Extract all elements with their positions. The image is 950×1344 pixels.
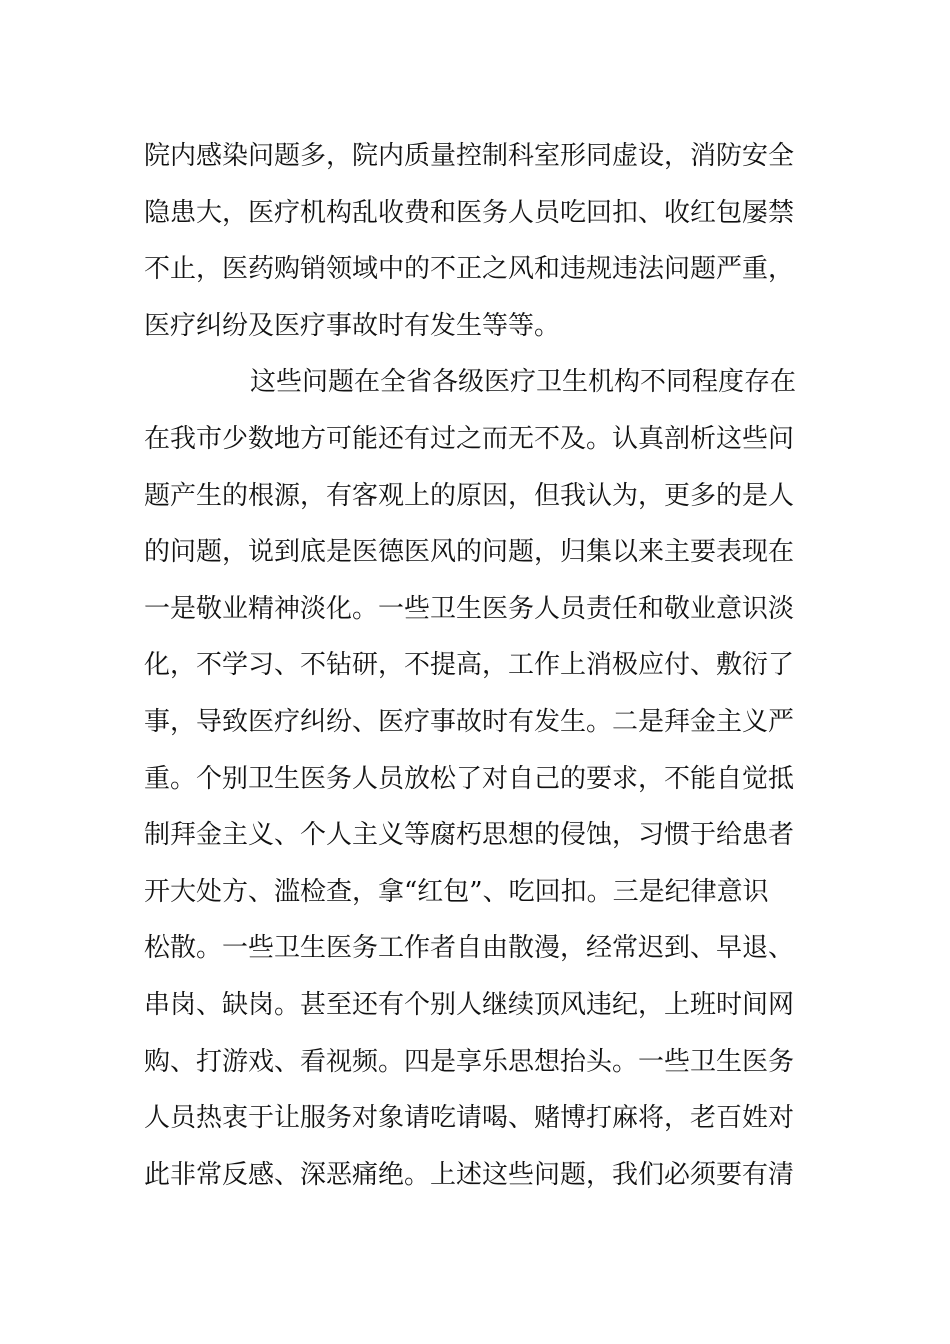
text-line: 此非常反感、深恶痛绝。上述这些问题，我们必须要有清: [144, 1159, 795, 1190]
paragraph-2: [144, 354, 814, 1203]
text-line: 化，不学习、不钻研，不提高，工作上消极应付、敷衍了: [144, 650, 795, 681]
paragraph-1: [144, 128, 814, 354]
text-line: 隐患大，医疗机构乱收费和医务人员吃回扣、收红包屡禁: [144, 197, 795, 228]
text-line: 事，导致医疗纠纷、医疗事故时有发生。二是拜金主义严: [144, 706, 795, 737]
text-line: 题产生的根源，有客观上的原因，但我认为，更多的是人: [144, 480, 795, 511]
text-line: 不止，医药购销领域中的不正之风和违规违法问题严重，: [144, 254, 795, 285]
text-line: 院内感染问题多，院内质量控制科室形同虚设，消防安全: [144, 141, 795, 171]
text-line: 在我市少数地方可能还有过之而无不及。认真剖析这些问: [144, 423, 795, 454]
text-line: 开大处方、滥检查，拿“红包”、吃回扣。三是纪律意识: [144, 876, 769, 907]
text-line: 购、打游戏、看视频。四是享乐思想抬头。一些卫生医务: [144, 1046, 795, 1077]
text-line: 的问题，说到底是医德医风的问题，归集以来主要表现在: [144, 537, 795, 568]
text-line: 重。个别卫生医务人员放松了对自己的要求，不能自觉抵: [144, 763, 795, 794]
text-line: 一是敬业精神淡化。一些卫生医务人员责任和敬业意识淡: [144, 593, 795, 624]
body-text: [144, 128, 814, 1203]
text-line: 这些问题在全省各级医疗卫生机构不同程度存在: [250, 367, 797, 398]
text-line: 人员热衷于让服务对象请吃请喝、赌博打麻将，老百姓对: [144, 1103, 795, 1134]
text-line: 医疗纠纷及医疗事故时有发生等等。: [144, 310, 561, 341]
text-line: 串岗、缺岗。甚至还有个别人继续顶风违纪，上班时间网: [144, 989, 795, 1020]
text-line: 制拜金主义、个人主义等腐朽思想的侵蚀，习惯于给患者: [144, 820, 795, 851]
text-line: 松散。一些卫生医务工作者自由散漫，经常迟到、早退、: [144, 933, 795, 964]
